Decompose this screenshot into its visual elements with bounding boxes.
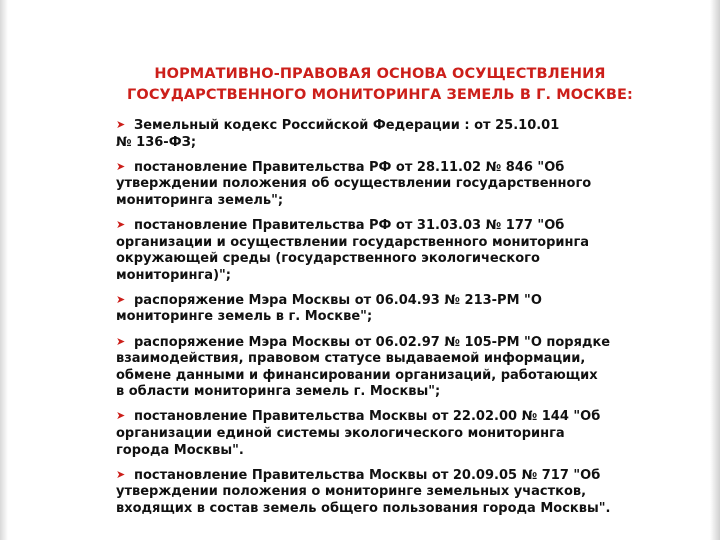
list-item-text: города Москвы". [116, 442, 244, 458]
list-item-text: мониторинга земель"; [116, 192, 284, 208]
list-item-text: обмене данными и финансировании организаций, работающих [116, 367, 598, 383]
slide-frame-right [710, 0, 720, 540]
list-item-text: входящих в состав земель общего пользования города Москвы". [116, 500, 611, 516]
list-item-text: постановление Правительства РФ от 31.03.03 № 177 "Об [134, 217, 565, 233]
list-item [116, 159, 636, 210]
list-item [116, 292, 636, 326]
list-item [116, 217, 636, 284]
list-item-text: взаимодействия, правовом статусе выдаваемой информации, [116, 351, 586, 367]
arrowhead-bullet-icon: ➤ [116, 467, 126, 481]
list-item [116, 117, 636, 151]
list-item-text: утверждении положения об осуществлении государственного [116, 176, 592, 192]
list-item [116, 408, 636, 459]
list-item-text: постановление Правительства РФ от 28.11.02 № 846 "Об [134, 159, 565, 175]
page-title-line-1: НОРМАТИВНО-ПРАВОВАЯ ОСНОВА ОСУЩЕСТВЛЕНИЯ [154, 66, 606, 82]
list-item-text: Земельный кодекс Российской Федерации : от 25.10.01 [134, 118, 560, 133]
arrowhead-bullet-icon: ➤ [116, 118, 126, 131]
page-title [110, 64, 650, 106]
list-item-text: № 136-ФЗ; [116, 134, 197, 150]
arrowhead-bullet-icon: ➤ [116, 409, 126, 423]
list-item-text: утверждении положения о мониторинге земельных участков, [116, 484, 587, 500]
list-item-text: организации единой системы экологического мониторинга [116, 426, 565, 441]
list-item-text: мониторинга)"; [116, 267, 231, 283]
legal-acts-list [116, 117, 636, 525]
slide-frame-left [0, 0, 8, 540]
list-item [116, 334, 636, 401]
list-item-text: постановление Правительства Москвы от 20.09.05 № 717 "Об [134, 467, 601, 483]
list-item-text: в области мониторинга земель г. Москвы"; [116, 384, 441, 400]
page-title-line-2: ГОСУДАРСТВЕННОГО МОНИТОРИНГА ЗЕМЕЛЬ В Г. МОСКВЕ: [127, 87, 633, 103]
list-item-text: мониторинге земель в г. Москве"; [116, 309, 373, 325]
arrowhead-bullet-icon: ➤ [116, 334, 126, 348]
arrowhead-bullet-icon: ➤ [116, 217, 126, 231]
list-item-text: окружающей среды (государственного экологического [116, 251, 540, 267]
list-item [116, 467, 636, 518]
list-item-text: распоряжение Мэра Москвы от 06.04.93 № 213-РМ "О [134, 292, 542, 308]
list-item-text: распоряжение Мэра Москвы от 06.02.97 № 105-РМ "О порядке [134, 334, 611, 350]
arrowhead-bullet-icon: ➤ [116, 159, 126, 173]
list-item-text: организации и осуществлении государственного мониторинга [116, 234, 590, 250]
list-item-text: постановление Правительства Москвы от 22.02.00 № 144 "Об [134, 409, 601, 425]
arrowhead-bullet-icon: ➤ [116, 292, 126, 306]
